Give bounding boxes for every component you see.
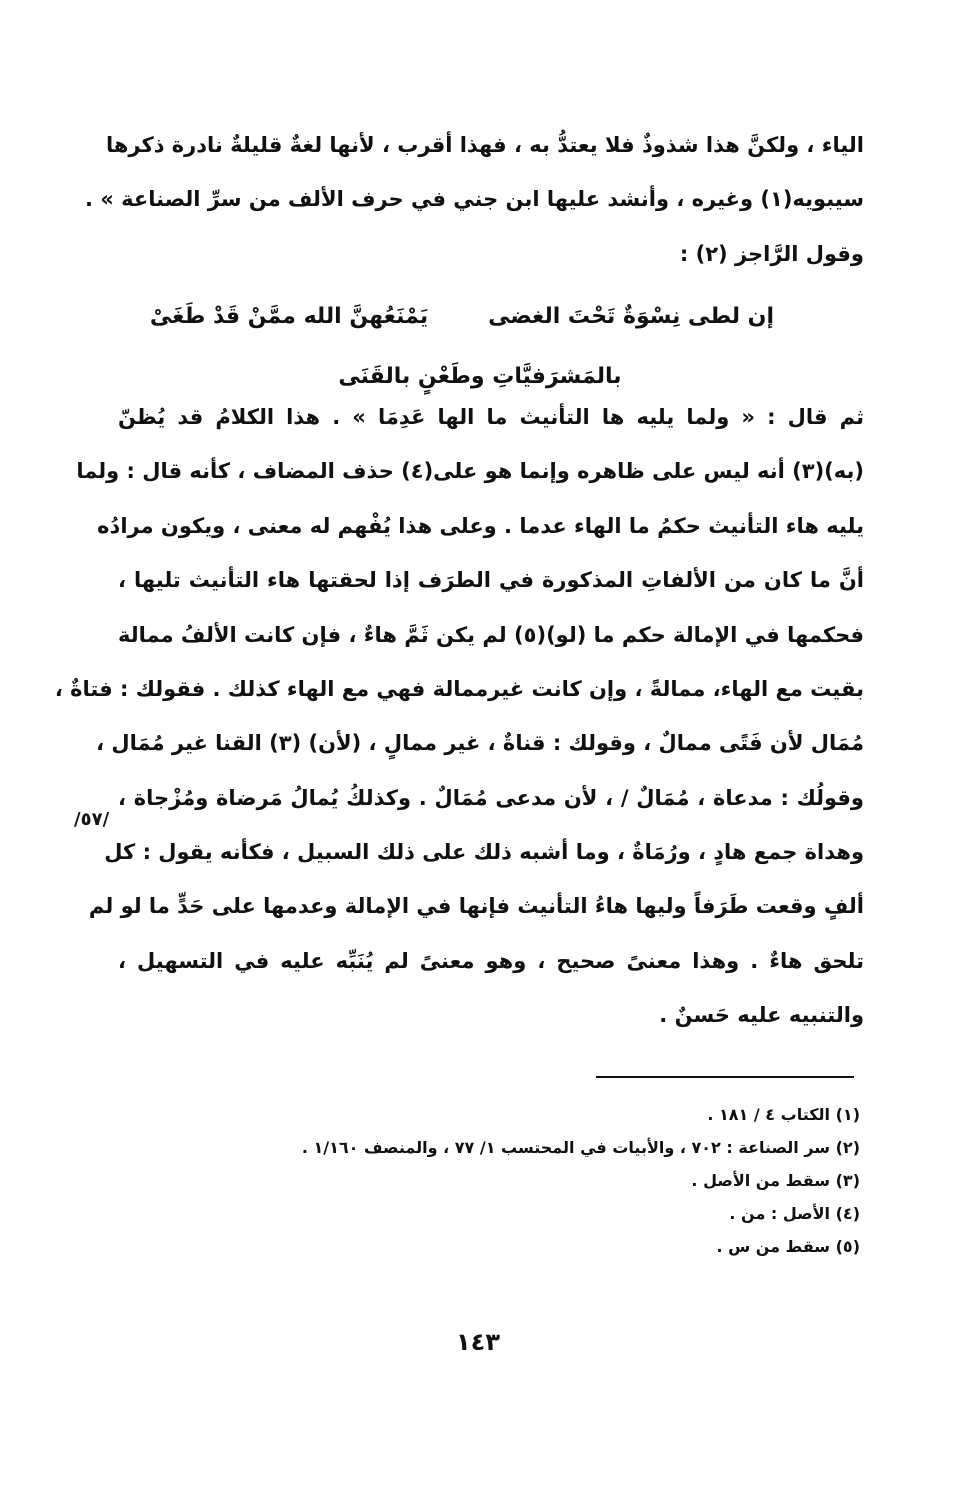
text-line: سيبويه(١) وغيره ، وأنشد عليها ابن جني في حرف الألف من سرِّ الصناعة » . <box>85 187 864 212</box>
text-line: أنَّ ما كان من الألفاتِ المذكورة في الطرَف إذا لحقتها هاء التأنيث تليها ، <box>118 568 864 593</box>
footnote-item: (٤) الأصل : من . <box>729 1204 860 1223</box>
text-line: (به)(٣) أنه ليس على ظاهره وإنما هو على(٤) حذف المضاف ، كأنه قال : ولما <box>76 459 864 484</box>
text-line: يليه هاء التأنيث حكمُ ما الهاء عدما . وعلى هذا يُفْهم له معنى ، ويكون مرادُه <box>97 513 864 538</box>
footnote-item: (٢) سر الصناعة : ٧٠٢ ، والأبيات في المحتسب ١/ ٧٧ ، والمنصف ١/١٦٠ . <box>301 1138 860 1157</box>
verse-hemistich-first: إن لطى نِسْوَةٌ تَحْتَ الغضى <box>488 304 774 329</box>
page-number: ١٤٣ <box>456 1328 500 1356</box>
text-line: مُمَال لأن فَتًى ممالٌ ، وقولك : قناةٌ ، غير ممالٍ ، (لأن) (٣) القنا غير مُمَال ، <box>96 731 864 756</box>
text-line: تلحق هاءٌ . وهذا معنىً صحيح ، وهو معنىً لم يُنَبِّه عليه في التسهيل ، <box>118 948 864 973</box>
footnote-item: (٥) سقط من س . <box>716 1237 860 1256</box>
footnote-item: (٣) سقط من الأصل . <box>691 1171 860 1190</box>
text-line: بقيت مع الهاء، ممالةً ، وإن كانت غيرممالة فهي مع الهاء كذلك . فقولك : فتاةٌ ، <box>54 676 864 701</box>
footnote-separator <box>596 1076 854 1078</box>
text-line: والتنبيه عليه حَسنٌ . <box>659 1003 864 1028</box>
text-line: ثم قال : « ولما يليه ها التأنيث ما الها عَدِمَا » . هذا الكلامُ قد يُظنّ <box>118 404 864 429</box>
manuscript-folio-marker: /٥٧/ <box>74 809 110 830</box>
verse-line-2: بالمَشرَفيَّاتِ وطَعْنٍ بالقَنَى <box>338 364 622 389</box>
text-line: وقول الرَّاجز (٢) : <box>679 241 864 266</box>
footnote-item: (١) الكتاب ٤ / ١٨١ . <box>707 1105 860 1124</box>
text-line: الياء ، ولكنَّ هذا شذوذٌ فلا يعتدُّ به ، فهذا أقرب ، لأنها لغةٌ قليلةٌ نادرة ذكرها <box>105 133 864 157</box>
text-line: وهداة جمع هادٍ ، ورُمَاةٌ ، وما أشبه ذلك على ذلك السبيل ، فكأنه يقول : كل <box>104 840 864 865</box>
text-line: ألفٍ وقعت طَرَفاً وليها هاءُ التأنيث فإنها في الإمالة وعدمها على حَدٍّ ما لو لم <box>88 894 864 919</box>
verse-hemistich-second: يَمْنَعُهنَّ الله ممَّنْ قَدْ طَغَىْ <box>149 304 429 329</box>
verse-line-1 <box>149 304 774 329</box>
text-line: فحكمها في الإمالة حكم ما (لو)(٥) لم يكن ثَمَّ هاءٌ ، فإن كانت الألفُ ممالة <box>118 622 864 647</box>
text-line: وقولُك : مدعاة ، مُمَالٌ / ، لأن مدعى مُمَالٌ . وكذلكُ يُمالُ مَرضاة ومُزْجاة ، <box>118 785 864 810</box>
footnotes <box>200 1098 860 1263</box>
